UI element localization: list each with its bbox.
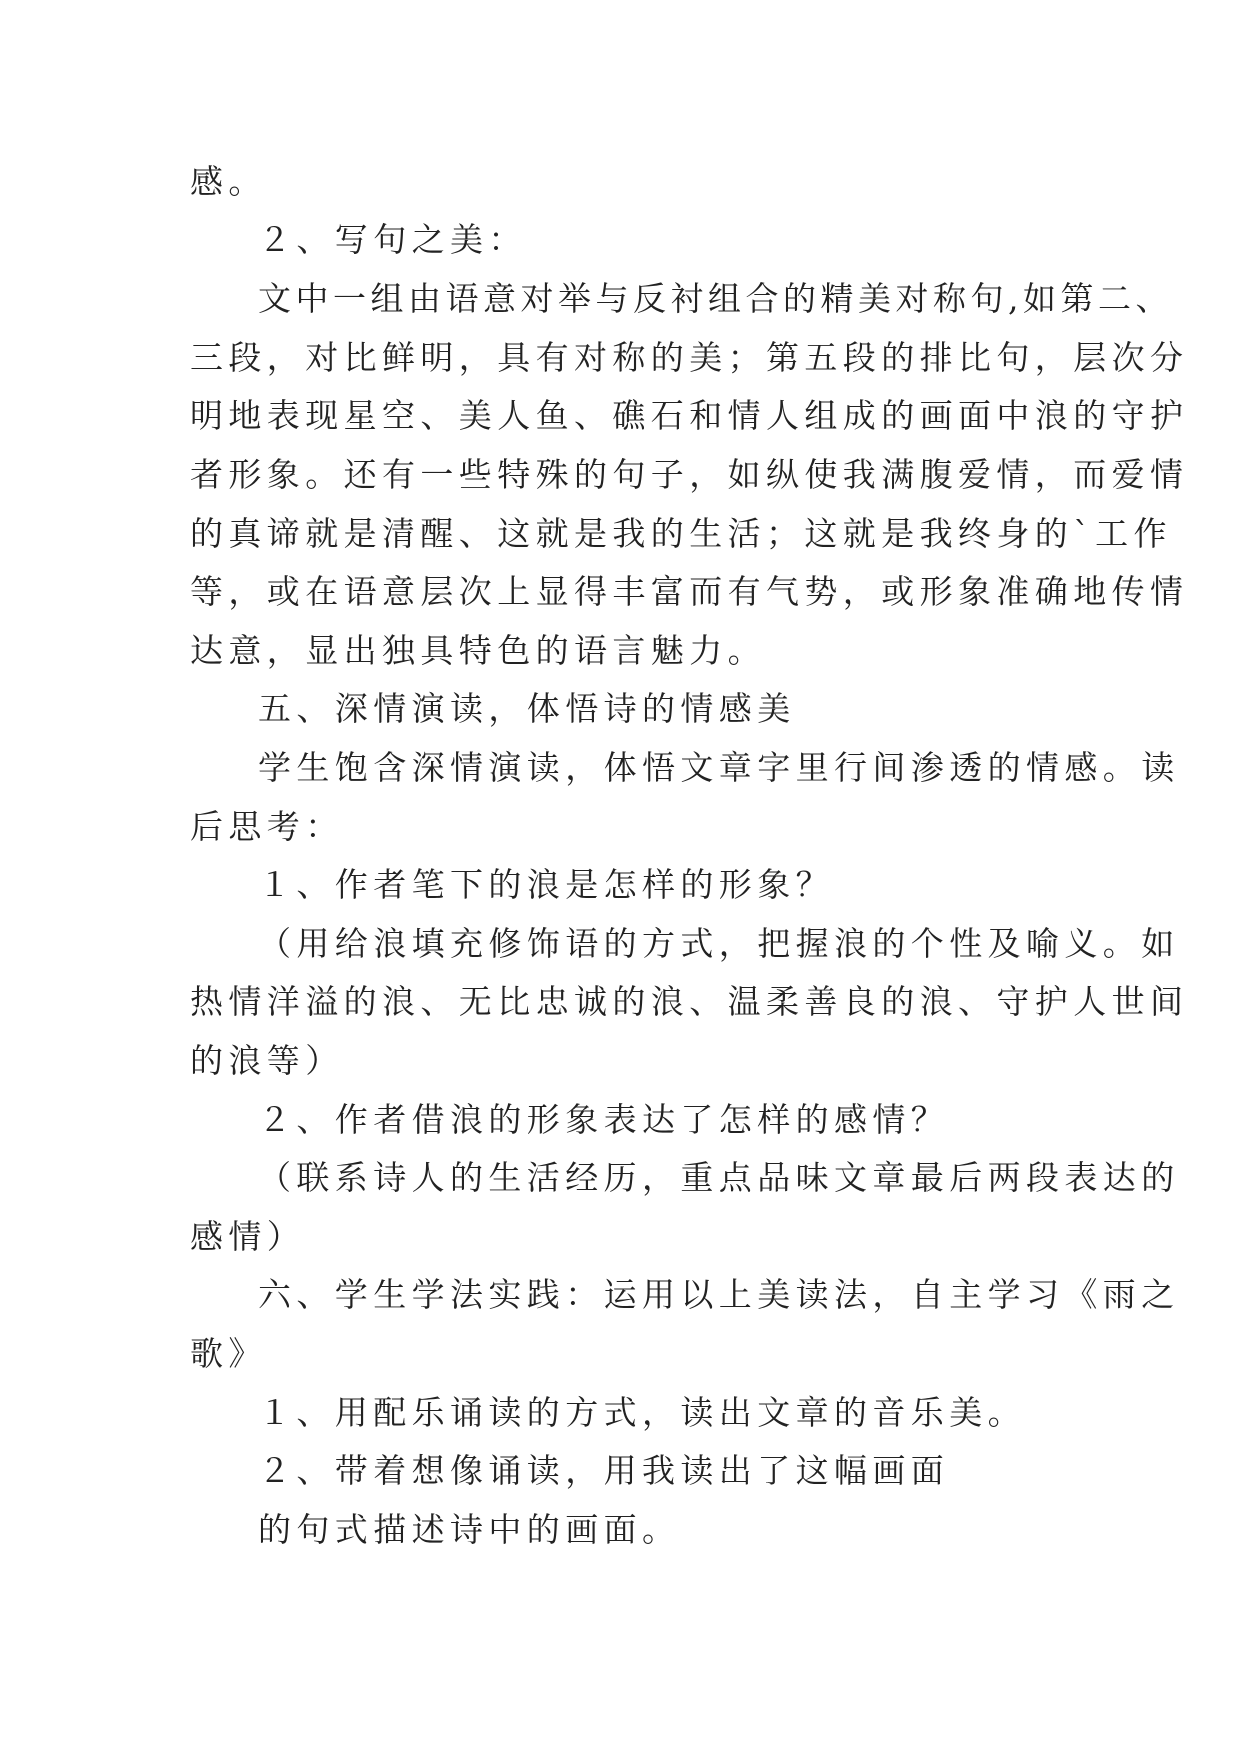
paragraph-line: 明地表现星空、美人鱼、礁石和情人组成的画面中浪的守护 — [190, 396, 1189, 435]
answer-line: 感情） — [190, 1217, 306, 1256]
section-heading: 五、深情演读，体悟诗的情感美 — [258, 689, 796, 728]
paragraph-line: 者形象。还有一些特殊的句子，如纵使我满腹爱情，而爱情 — [190, 455, 1189, 494]
list-item: 的句式描述诗中的画面。 — [258, 1510, 681, 1549]
paragraph-line: 达意，显出独具特色的语言魅力。 — [190, 631, 766, 670]
question-line: １、作者笔下的浪是怎样的形象？ — [258, 865, 834, 904]
list-item: ２、带着想像诵读，用我读出了这幅画面 — [258, 1451, 950, 1490]
paragraph-line: 后思考： — [190, 807, 344, 846]
section-heading: 歌》 — [190, 1334, 267, 1373]
list-item: １、用配乐诵读的方式，读出文章的音乐美。 — [258, 1393, 1026, 1432]
section-heading: 六、学生学法实践：运用以上美读法，自主学习《雨之 — [258, 1275, 1180, 1314]
answer-line: 热情洋溢的浪、无比忠诚的浪、温柔善良的浪、守护人世间 — [190, 982, 1189, 1021]
paragraph-line: 三段，对比鲜明，具有对称的美；第五段的排比句，层次分 — [190, 338, 1189, 377]
section-heading: ２、写句之美： — [258, 220, 527, 259]
paragraph-line: 等，或在语意层次上显得丰富而有气势，或形象准确地传情 — [190, 572, 1189, 611]
paragraph-line: 文中一组由语意对举与反衬组合的精美对称句,如第二、 — [258, 279, 1173, 318]
answer-line: （联系诗人的生活经历，重点品味文章最后两段表达的 — [258, 1158, 1180, 1197]
question-line: ２、作者借浪的形象表达了怎样的感情？ — [258, 1100, 950, 1139]
answer-line: （用给浪填充修饰语的方式，把握浪的个性及喻义。如 — [258, 924, 1180, 963]
paragraph-line: 的真谛就是清醒、这就是我的生活；这就是我终身的`工作 — [190, 514, 1172, 553]
paragraph-line: 学生饱含深情演读，体悟文章字里行间渗透的情感。读 — [258, 748, 1180, 787]
answer-line: 的浪等） — [190, 1041, 344, 1080]
text-line: 感。 — [190, 162, 267, 201]
